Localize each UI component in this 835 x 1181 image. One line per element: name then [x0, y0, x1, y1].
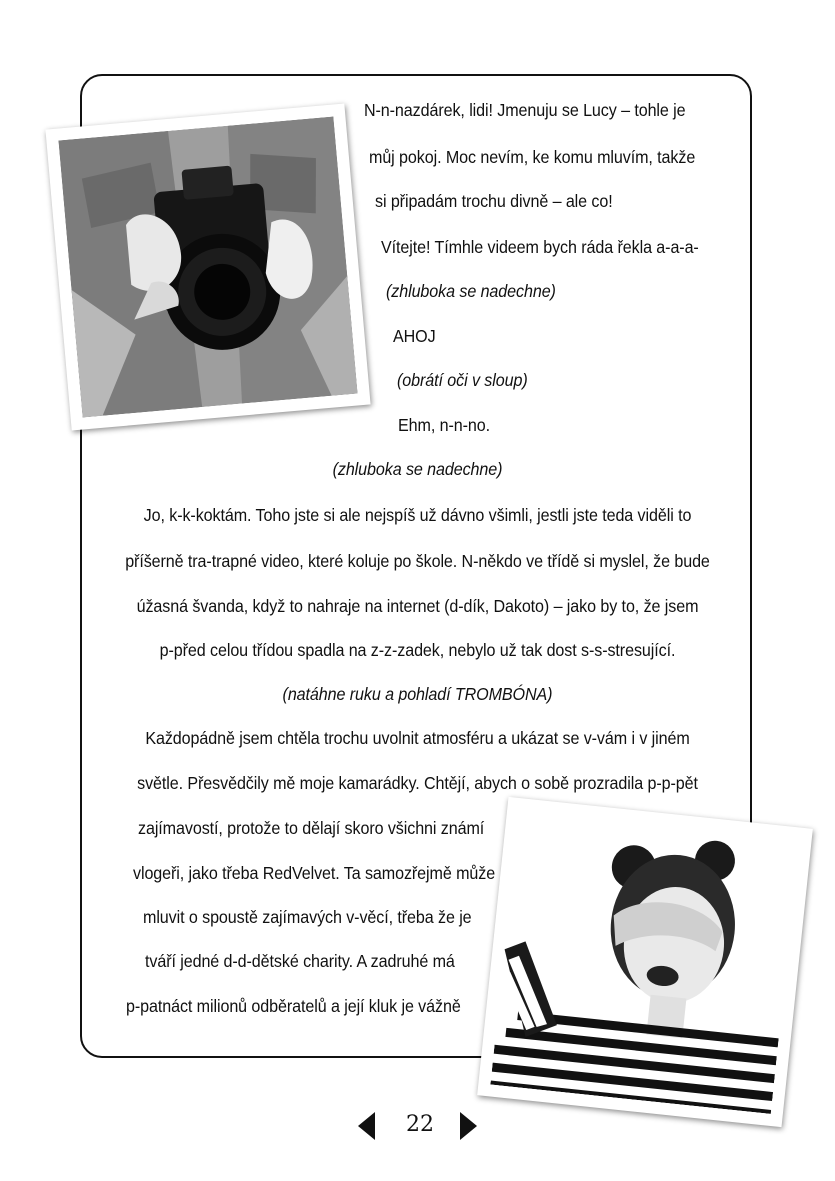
page-number: 22 [406, 1112, 434, 1137]
text-line-17: zajímavostí, protože to dělají skoro všichni známí [138, 818, 485, 838]
page-navigation [0, 1108, 835, 1142]
text-line-1: N-n-nazdárek, lidi! Jmenuju se Lucy – tohle je [364, 100, 686, 120]
camera-photo-image [58, 117, 357, 418]
text-line-13: p-před celou třídou spadla na z-z-zadek, nebylo už tak dost s-s-stresující. [159, 640, 676, 660]
girl-photo [477, 797, 813, 1127]
text-line-19: mluvit o spoustě zajímavých v-věcí, třeba že je [143, 907, 472, 927]
stage-direction-4: (natáhne ruku a pohladí TROMBÓNA) [282, 684, 553, 704]
text-line-4: Vítejte! Tímhle videem bych ráda řekla a-a-a- [381, 237, 699, 257]
stage-direction-2: (obrátí oči v sloup) [397, 370, 528, 390]
text-line-16: světle. Přesvědčily mě moje kamarádky. Chtějí, abych o sobě prozradila p-p-pět [137, 773, 698, 793]
stage-direction-1: (zhluboka se nadechne) [386, 281, 556, 301]
text-line-15: Každopádně jsem chtěla trochu uvolnit atmosféru a ukázat se v-vám i v jiném [145, 728, 690, 748]
text-line-12: úžasná švanda, když to nahraje na internet (d-dík, Dakoto) – jako by to, že jsem [136, 596, 699, 616]
triangle-right-icon [460, 1112, 477, 1140]
camera-photo [45, 104, 370, 431]
text-line-ahoj: AHOJ [393, 326, 436, 346]
stage-direction-3: (zhluboka se nadechne) [332, 459, 503, 479]
text-line-18: vlogeři, jako třeba RedVelvet. Ta samozřejmě může [133, 863, 496, 883]
text-line-3: si připadám trochu divně – ale co! [375, 191, 613, 211]
text-line-10: Jo, k-k-koktám. Toho jste si ale nejspíš už dávno všimli, jestli jste teda viděli to [143, 505, 692, 525]
text-line-11: příšerně tra-trapné video, které koluje po škole. N-někdo ve třídě si myslel, že bude [125, 551, 710, 571]
triangle-left-icon [358, 1112, 375, 1140]
text-line-2: můj pokoj. Moc nevím, ke komu mluvím, takže [369, 147, 696, 167]
text-line-20: tváří jedné d-d-dětské charity. A zadruhé má [145, 951, 455, 971]
girl-photo-image [490, 810, 799, 1114]
text-line-ehm: Ehm, n-n-no. [398, 415, 490, 435]
text-line-21: p-patnáct milionů odběratelů a její kluk je vážně [126, 996, 461, 1016]
